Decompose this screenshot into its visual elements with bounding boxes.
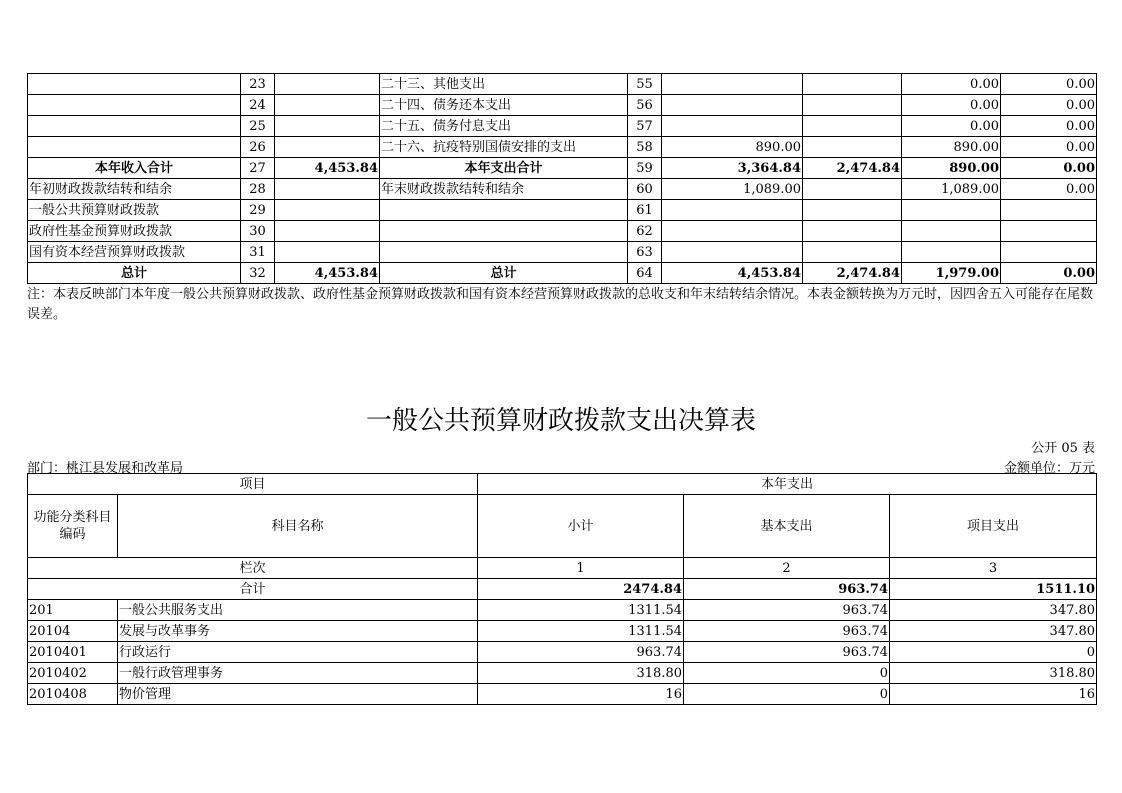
cell-project: 0	[890, 642, 1097, 663]
cell-amt1	[275, 116, 380, 137]
cell-total	[662, 200, 803, 221]
cell-amt1: 4,453.84	[275, 263, 380, 284]
cell-proj: 890.00	[902, 158, 1001, 179]
header-basic: 基本支出	[684, 495, 890, 558]
cell-ln1: 31	[241, 242, 275, 263]
cell-ln1: 25	[241, 116, 275, 137]
table-row	[28, 600, 1097, 621]
cell-ln1: 23	[241, 74, 275, 95]
cell-ln2: 61	[628, 200, 662, 221]
cell-left-label: 一般公共预算财政拨款	[28, 200, 241, 221]
cell-basic: 963.74	[684, 642, 890, 663]
cell-proj	[902, 242, 1001, 263]
cell-basic	[803, 200, 902, 221]
cell-other: 0.00	[1001, 137, 1097, 158]
cell-other: 0.00	[1001, 179, 1097, 200]
cell-basic	[803, 242, 902, 263]
cell-other: 0.00	[1001, 95, 1097, 116]
cell-total	[662, 242, 803, 263]
total-project: 1511.10	[890, 579, 1097, 600]
cell-left-label: 本年收入合计	[28, 158, 241, 179]
cell-ln1: 24	[241, 95, 275, 116]
department-label: 部门：桃江县发展和改革局	[27, 461, 184, 476]
total-basic: 963.74	[684, 579, 890, 600]
table-row	[28, 642, 1097, 663]
total-label: 合计	[28, 579, 478, 600]
cell-right-label: 二十五、债务付息支出	[380, 116, 628, 137]
cell-total: 4,453.84	[662, 263, 803, 284]
column-number-1: 1	[478, 558, 684, 579]
cell-right-label: 年末财政拨款结转和结余	[380, 179, 628, 200]
column-number-3: 3	[890, 558, 1097, 579]
cell-ln1: 26	[241, 137, 275, 158]
cell-right-label	[380, 200, 628, 221]
cell-subtotal: 16	[478, 684, 684, 705]
table-row	[28, 263, 1097, 284]
cell-basic: 0	[684, 684, 890, 705]
cell-amt1	[275, 200, 380, 221]
cell-amt1	[275, 242, 380, 263]
cell-right-label: 本年支出合计	[380, 158, 628, 179]
cell-other: 0.00	[1001, 74, 1097, 95]
header-current-year: 本年支出	[478, 474, 1097, 495]
cell-left-label	[28, 74, 241, 95]
cell-ln2: 56	[628, 95, 662, 116]
column-number-label: 栏次	[28, 558, 478, 579]
cell-name: 一般行政管理事务	[118, 663, 478, 684]
cell-ln2: 64	[628, 263, 662, 284]
table-row	[28, 663, 1097, 684]
cell-other	[1001, 242, 1097, 263]
cell-ln2: 63	[628, 242, 662, 263]
cell-basic	[803, 221, 902, 242]
header-project: 项目支出	[890, 495, 1097, 558]
form-number: 公开 05 表	[1031, 441, 1095, 456]
cell-project: 16	[890, 684, 1097, 705]
header-subject-name: 科目名称	[118, 495, 478, 558]
cell-basic: 963.74	[684, 600, 890, 621]
cell-ln2: 57	[628, 116, 662, 137]
cell-right-label: 二十三、其他支出	[380, 74, 628, 95]
cell-name: 发展与改革事务	[118, 621, 478, 642]
cell-total	[662, 221, 803, 242]
cell-left-label	[28, 137, 241, 158]
cell-code: 2010402	[28, 663, 118, 684]
table-row	[28, 95, 1097, 116]
cell-left-label	[28, 116, 241, 137]
cell-ln1: 28	[241, 179, 275, 200]
cell-basic	[803, 137, 902, 158]
cell-other: 0.00	[1001, 116, 1097, 137]
total-subtotal: 2474.84	[478, 579, 684, 600]
cell-subtotal: 318.80	[478, 663, 684, 684]
cell-right-label: 二十四、债务还本支出	[380, 95, 628, 116]
cell-subtotal: 1311.54	[478, 621, 684, 642]
table-row	[28, 158, 1097, 179]
cell-basic: 2,474.84	[803, 263, 902, 284]
cell-basic	[803, 179, 902, 200]
cell-left-label	[28, 95, 241, 116]
column-number-2: 2	[684, 558, 890, 579]
cell-amt1	[275, 74, 380, 95]
cell-name: 一般公共服务支出	[118, 600, 478, 621]
cell-right-label	[380, 221, 628, 242]
cell-total	[662, 95, 803, 116]
cell-left-label: 年初财政拨款结转和结余	[28, 179, 241, 200]
table-row	[28, 179, 1097, 200]
income-expense-table-body	[28, 74, 1097, 284]
table-row	[28, 242, 1097, 263]
table-note: 注：本表反映部门本年度一般公共预算财政拨款、政府性基金预算财政拨款和国有资本经营预算财政拨款的总收支和年末结转结余情况。本表金额转换为万元时，因四舍五入可能存在尾数误差。	[27, 287, 1094, 322]
table-row	[28, 221, 1097, 242]
cell-ln2: 62	[628, 221, 662, 242]
table-row	[28, 116, 1097, 137]
header-item: 项目	[28, 474, 478, 495]
cell-total: 3,364.84	[662, 158, 803, 179]
cell-project: 318.80	[890, 663, 1097, 684]
cell-total	[662, 74, 803, 95]
cell-total: 1,089.00	[662, 179, 803, 200]
cell-code: 2010408	[28, 684, 118, 705]
cell-project: 347.80	[890, 621, 1097, 642]
cell-other: 0.00	[1001, 158, 1097, 179]
cell-proj: 1,979.00	[902, 263, 1001, 284]
cell-amt1	[275, 179, 380, 200]
report-title: 一般公共预算财政拨款支出决算表	[365, 406, 756, 436]
cell-basic: 963.74	[684, 621, 890, 642]
cell-basic: 0	[684, 663, 890, 684]
header-function-code: 功能分类科目编码	[28, 495, 118, 558]
cell-code: 201	[28, 600, 118, 621]
cell-proj: 1,089.00	[902, 179, 1001, 200]
table-row	[28, 684, 1097, 705]
table-row	[28, 137, 1097, 158]
cell-ln2: 55	[628, 74, 662, 95]
cell-code: 20104	[28, 621, 118, 642]
cell-proj: 890.00	[902, 137, 1001, 158]
cell-subtotal: 1311.54	[478, 600, 684, 621]
amount-unit-label: 金额单位：万元	[1003, 461, 1095, 476]
expenditure-table	[27, 473, 1097, 705]
cell-amt1	[275, 221, 380, 242]
cell-proj: 0.00	[902, 95, 1001, 116]
cell-amt1: 4,453.84	[275, 158, 380, 179]
cell-ln2: 59	[628, 158, 662, 179]
cell-right-label: 二十六、抗疫特别国债安排的支出	[380, 137, 628, 158]
cell-other: 0.00	[1001, 263, 1097, 284]
cell-basic	[803, 116, 902, 137]
income-expense-table	[27, 73, 1097, 284]
table-row	[28, 200, 1097, 221]
cell-other	[1001, 200, 1097, 221]
cell-code: 2010401	[28, 642, 118, 663]
cell-proj: 0.00	[902, 116, 1001, 137]
cell-right-label	[380, 242, 628, 263]
cell-total: 890.00	[662, 137, 803, 158]
cell-basic	[803, 74, 902, 95]
cell-project: 347.80	[890, 600, 1097, 621]
cell-total	[662, 116, 803, 137]
cell-ln1: 30	[241, 221, 275, 242]
table-row	[28, 621, 1097, 642]
cell-basic: 2,474.84	[803, 158, 902, 179]
cell-right-label: 总计	[380, 263, 628, 284]
table-row	[28, 74, 1097, 95]
header-subtotal: 小计	[478, 495, 684, 558]
cell-name: 行政运行	[118, 642, 478, 663]
cell-other	[1001, 221, 1097, 242]
cell-left-label: 政府性基金预算财政拨款	[28, 221, 241, 242]
cell-ln1: 27	[241, 158, 275, 179]
cell-basic	[803, 95, 902, 116]
cell-left-label: 总计	[28, 263, 241, 284]
expenditure-table-body	[28, 600, 1097, 705]
cell-ln1: 29	[241, 200, 275, 221]
cell-proj	[902, 221, 1001, 242]
cell-name: 物价管理	[118, 684, 478, 705]
cell-ln2: 58	[628, 137, 662, 158]
cell-subtotal: 963.74	[478, 642, 684, 663]
cell-ln1: 32	[241, 263, 275, 284]
cell-proj	[902, 200, 1001, 221]
cell-amt1	[275, 137, 380, 158]
cell-left-label: 国有资本经营预算财政拨款	[28, 242, 241, 263]
cell-ln2: 60	[628, 179, 662, 200]
cell-amt1	[275, 95, 380, 116]
cell-proj: 0.00	[902, 74, 1001, 95]
